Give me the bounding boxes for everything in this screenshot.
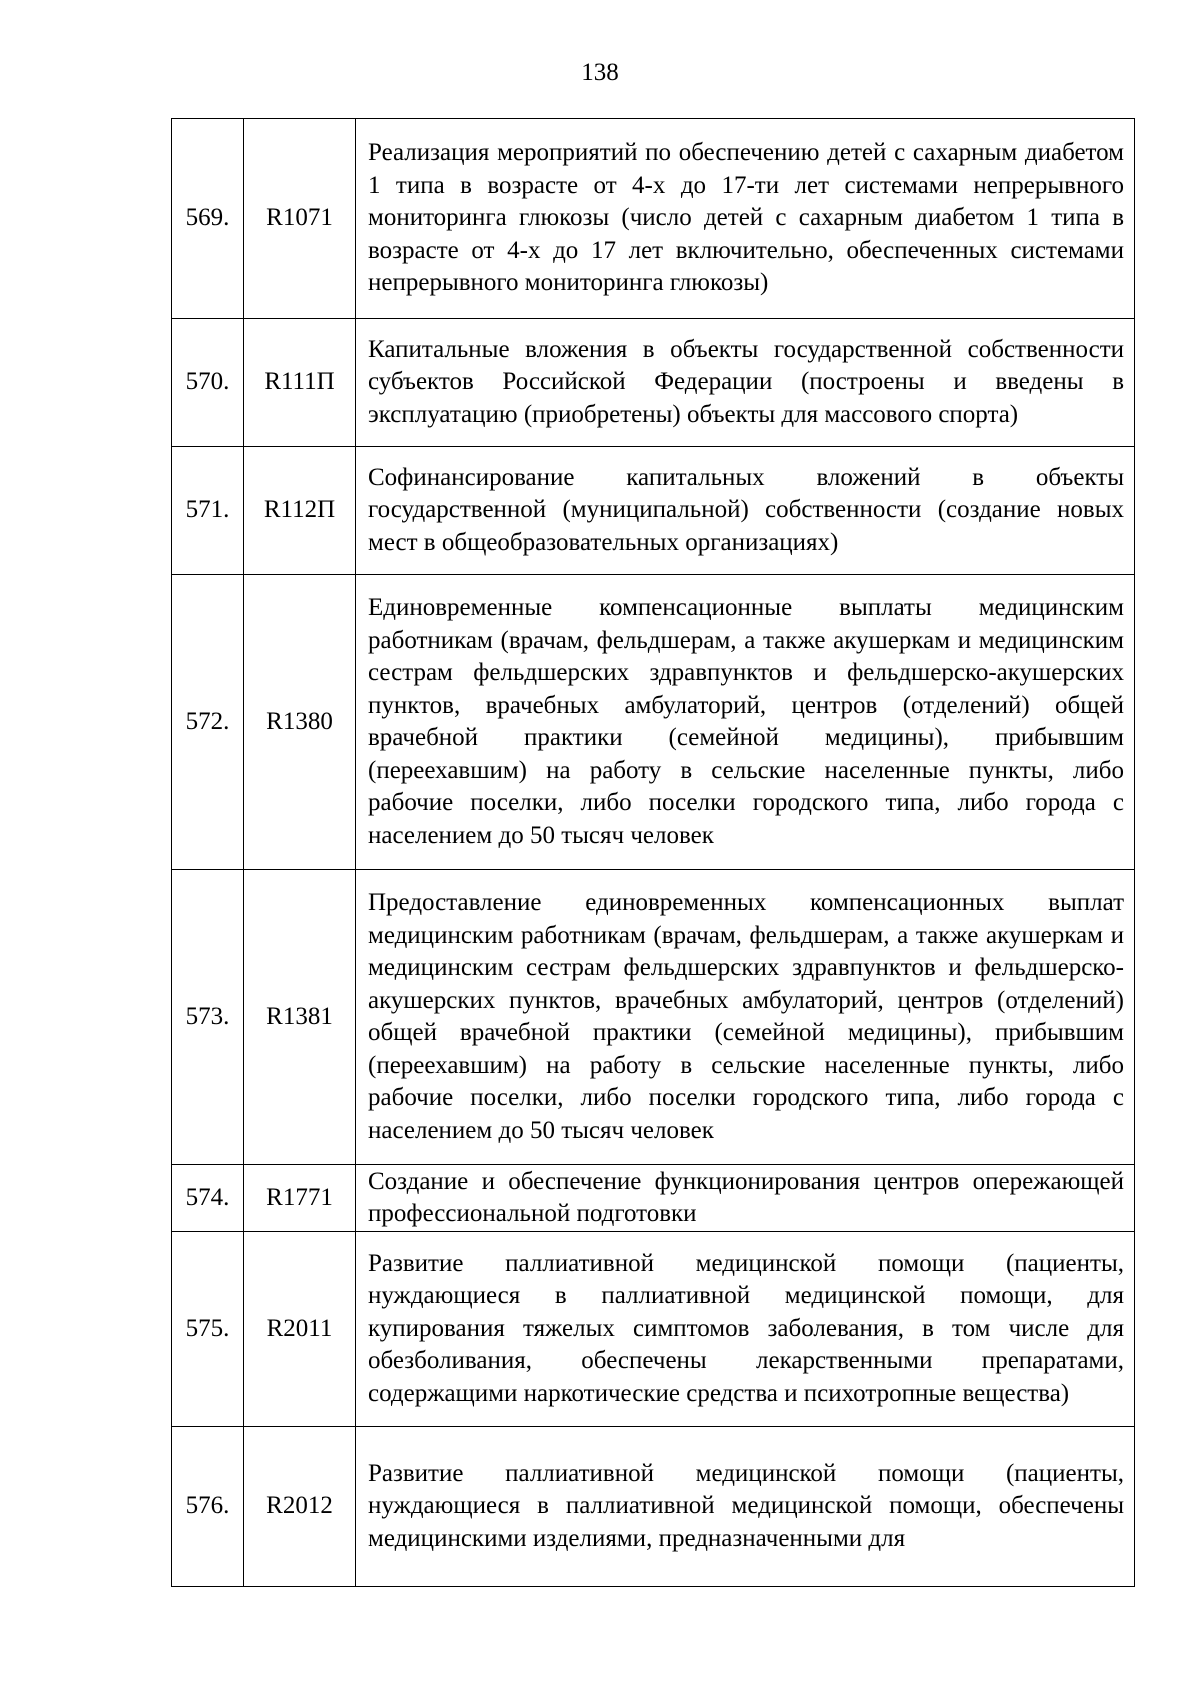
row-code: R2011 <box>244 1232 356 1427</box>
row-code: R1381 <box>244 870 356 1165</box>
row-code: R1071 <box>244 119 356 319</box>
row-number: 570. <box>172 319 244 447</box>
row-number: 571. <box>172 447 244 575</box>
row-number: 573. <box>172 870 244 1165</box>
row-description: Создание и обеспечение функционирования центров опережающей профессиональной подготовки <box>356 1165 1135 1232</box>
table-row <box>172 447 1135 575</box>
row-number: 572. <box>172 575 244 870</box>
page-number: 138 <box>581 59 619 86</box>
row-number: 576. <box>172 1427 244 1587</box>
row-description: Предоставление единовременных компенсационных выплат медицинским работникам (врачам, фельдшерам, а также акушеркам и медицинским сестрам фельдшерских здравпунктов и фельдшерско-акушерских пунктов, врачебных амбулаторий, центров (отделений) общей врачебной практики (семейной медицины), прибывшим (переехавшим) на работу в сельские населенные пункты, либо рабочие поселки, либо поселки городского типа, либо города с населением до 50 тысяч человек <box>356 870 1135 1165</box>
row-description: Развитие паллиативной медицинской помощи (пациенты, нуждающиеся в паллиативной медицинской помощи, для купирования тяжелых симптомов заболевания, в том числе для обезболивания, обеспечены лекарственными препаратами, содержащими наркотические средства и психотропные вещества) <box>356 1232 1135 1427</box>
budget-code-table <box>171 118 1135 1587</box>
table-row <box>172 319 1135 447</box>
row-code: R112П <box>244 447 356 575</box>
row-number: 575. <box>172 1232 244 1427</box>
row-number: 574. <box>172 1165 244 1232</box>
table-row <box>172 1165 1135 1232</box>
table-row <box>172 870 1135 1165</box>
row-code: R1380 <box>244 575 356 870</box>
row-description: Софинансирование капитальных вложений в объекты государственной (муниципальной) собственности (создание новых мест в общеобразовательных организациях) <box>356 447 1135 575</box>
row-number: 569. <box>172 119 244 319</box>
row-description: Реализация мероприятий по обеспечению детей с сахарным диабетом 1 типа в возрасте от 4-х до 17-ти лет системами непрерывного мониторинга глюкозы (число детей с сахарным диабетом 1 типа в возрасте от 4-х до 17 лет включительно, обеспеченных системами непрерывного мониторинга глюкозы) <box>356 119 1135 319</box>
row-code: R1771 <box>244 1165 356 1232</box>
row-description: Единовременные компенсационные выплаты медицинским работникам (врачам, фельдшерам, а также акушеркам и медицинским сестрам фельдшерских здравпунктов и фельдшерско-акушерских пунктов, врачебных амбулаторий, центров (отделений) общей врачебной практики (семейной медицины), прибывшим (переехавшим) на работу в сельские населенные пункты, либо рабочие поселки, либо поселки городского типа, либо города с населением до 50 тысяч человек <box>356 575 1135 870</box>
row-code: R2012 <box>244 1427 356 1587</box>
table-row <box>172 119 1135 319</box>
row-description: Развитие паллиативной медицинской помощи (пациенты, нуждающиеся в паллиативной медицинской помощи, обеспечены медицинскими изделиями, предназначенными для <box>356 1427 1135 1587</box>
table-row <box>172 1232 1135 1427</box>
table-row <box>172 575 1135 870</box>
row-code: R111П <box>244 319 356 447</box>
table-row <box>172 1427 1135 1587</box>
row-description: Капитальные вложения в объекты государственной собственности субъектов Российской Федерации (построены и введены в эксплуатацию (приобретены) объекты для массового спорта) <box>356 319 1135 447</box>
